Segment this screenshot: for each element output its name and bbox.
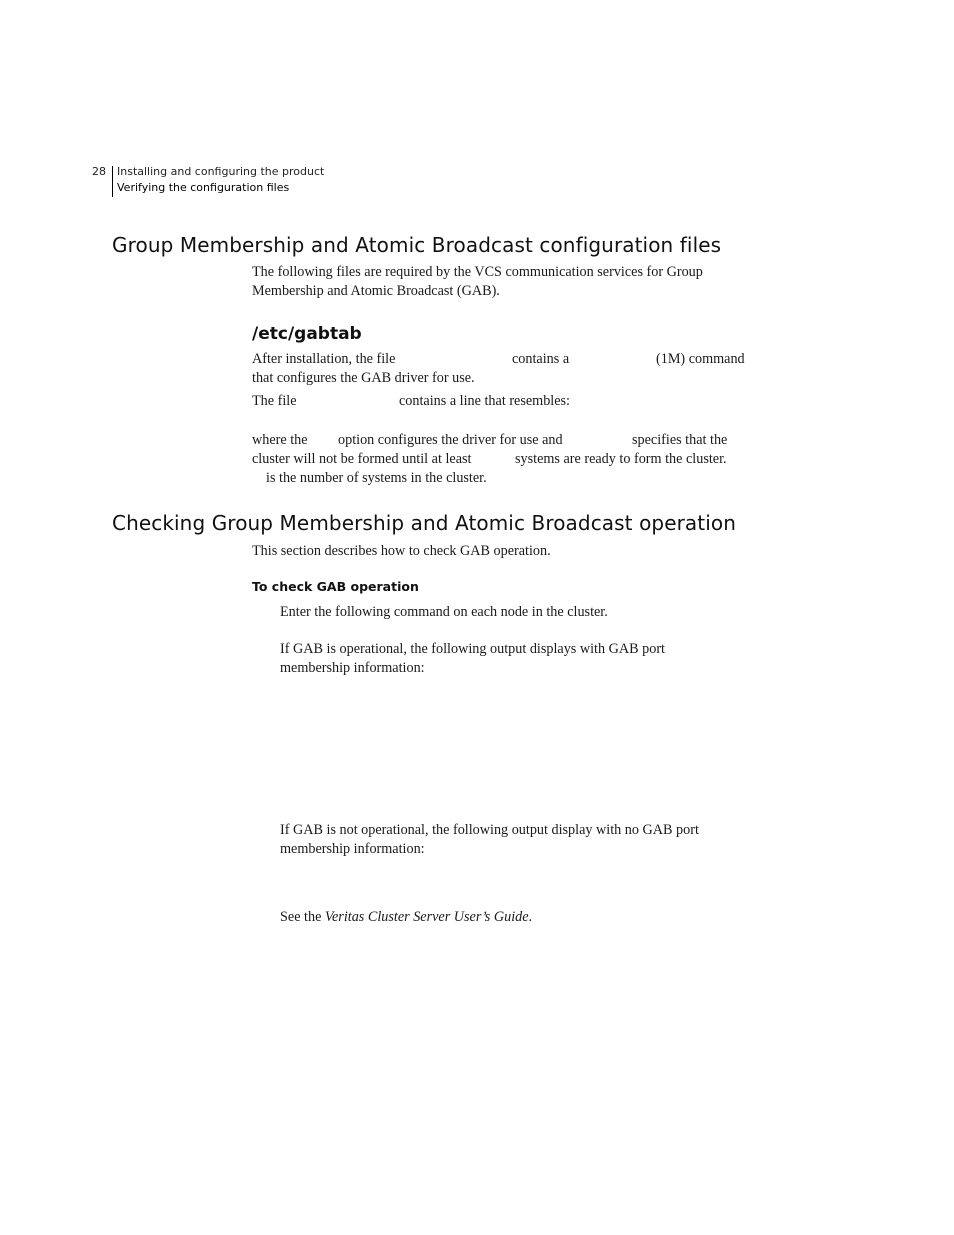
procedure-not-operational-line1: If GAB is not operational, the following output display with no GAB port (280, 822, 699, 838)
page-number: 28 (92, 165, 106, 178)
gabtab-p3-part-a: where the (252, 432, 308, 448)
gabtab-p1-part-c: (1M) command (656, 351, 745, 367)
section-heading-gab-config: Group Membership and Atomic Broadcast configuration files (112, 233, 722, 257)
gabtab-p3-line2-part-b: systems are ready to form the cluster. (515, 451, 727, 467)
procedure-step1: Enter the following command on each node in the cluster. (280, 604, 608, 620)
gabtab-p1-part-b: contains a (512, 351, 570, 367)
procedure-operational-line1: If GAB is operational, the following output displays with GAB port (280, 641, 665, 657)
see-also-book-title: Veritas Cluster Server User’s Guide (324, 909, 529, 925)
gabtab-p2-part-a: The file (252, 393, 297, 409)
section1-intro-line2: Membership and Atomic Broadcast (GAB). (252, 283, 500, 299)
gabtab-p1-line2: that configures the GAB driver for use. (252, 370, 475, 386)
gabtab-p3-line2-part-a: cluster will not be formed until at least (252, 451, 472, 467)
header-rule (112, 166, 113, 197)
subheading-etc-gabtab: /etc/gabtab (252, 324, 362, 344)
section2-intro: This section describes how to check GAB operation. (252, 543, 551, 559)
running-header-section: Verifying the configuration files (117, 181, 290, 194)
gabtab-p3-line3: is the number of systems in the cluster. (266, 470, 487, 486)
gabtab-p1-part-a: After installation, the file (252, 351, 396, 367)
gabtab-p3-part-b: option configures the driver for use and (338, 432, 563, 448)
procedure-operational-line2: membership information: (280, 660, 425, 676)
running-header-chapter: Installing and configuring the product (117, 165, 325, 178)
section-heading-check-gab: Checking Group Membership and Atomic Broadcast operation (112, 511, 736, 535)
see-also-prefix: See the (280, 909, 325, 925)
see-also-suffix: . (528, 909, 533, 925)
procedure-title: To check GAB operation (252, 579, 419, 594)
gabtab-p2-part-b: contains a line that resembles: (399, 393, 570, 409)
gabtab-p3-part-c: specifies that the (632, 432, 728, 448)
see-also-reference (280, 908, 532, 927)
section1-intro-line1: The following files are required by the VCS communication services for Group (252, 264, 703, 280)
procedure-not-operational-line2: membership information: (280, 841, 425, 857)
